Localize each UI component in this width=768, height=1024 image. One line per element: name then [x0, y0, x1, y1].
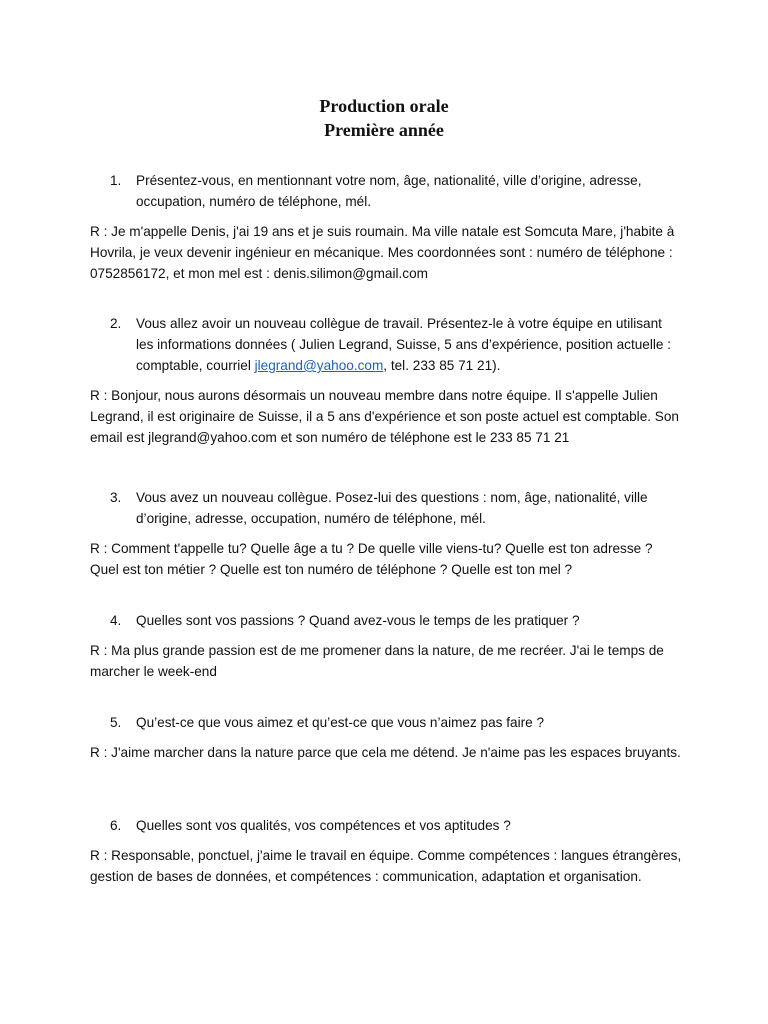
question-2 — [110, 313, 680, 376]
question-text: Qu’est-ce que vous aimez et qu’est-ce que vous n’aimez pas faire ? — [136, 715, 545, 730]
answer-3: R : Comment t'appelle tu? Quelle âge a tu ? De quelle ville viens-tu? Quelle est ton adresse ? Quel est ton métier ? Quelle est ton numéro de téléphone ? Quelle est ton mel ? — [90, 541, 653, 577]
document-title — [0, 94, 768, 142]
answer-5: R : J'aime marcher dans la nature parce que cela me détend. Je n'aime pas les espaces bruyants. — [90, 745, 681, 760]
question-4 — [110, 610, 680, 631]
title-line-1: Production orale — [319, 96, 449, 116]
question-number: 5. — [110, 715, 122, 730]
email-link[interactable]: jlegrand@yahoo.com — [254, 358, 384, 373]
question-1 — [110, 170, 680, 212]
question-number: 1. — [110, 173, 122, 188]
answer-6: R : Responsable, ponctuel, j'aime le travail en équipe. Comme compétences : langues étrangères, gestion de bases de données, et compétences : communication, adaptation et organisation. — [90, 848, 682, 884]
question-5 — [110, 712, 680, 733]
question-number: 3. — [110, 490, 122, 505]
answer-2: R : Bonjour, nous aurons désormais un nouveau membre dans notre équipe. Il s'appelle Julien Legrand, il est originaire de Suisse, il a 5 ans d'expérience et son poste actuel est comptable. Son email est jlegrand@yahoo.com et son numéro de téléphone est le 233 85 71 21 — [90, 388, 679, 445]
question-6 — [110, 815, 680, 836]
answer-4: R : Ma plus grande passion est de me promener dans la nature, de me recréer. J'ai le temps de marcher le week-end — [90, 643, 664, 679]
question-text — [136, 313, 680, 376]
question-3 — [110, 487, 680, 529]
question-text: Quelles sont vos qualités, vos compétences et vos aptitudes ? — [136, 818, 511, 833]
question-text: Vous avez un nouveau collègue. Posez-lui des questions : nom, âge, nationalité, ville d’origine, adresse, occupation, numéro de téléphone, mél. — [136, 490, 648, 526]
question-number: 2. — [110, 316, 122, 331]
question-number: 6. — [110, 818, 122, 833]
question-text-start: Vous allez avoir un nouveau collègue de travail. Présentez-le à votre équipe en utilisant les informations données ( Julien Legrand, Suisse, 5 ans d’expérience, position actuelle : comptable, courriel — [136, 316, 672, 373]
question-text: Quelles sont vos passions ? Quand avez-vous le temps de les pratiquer ? — [136, 613, 580, 628]
title-line-2: Première année — [324, 120, 444, 140]
question-number: 4. — [110, 613, 122, 628]
question-text: Présentez-vous, en mentionnant votre nom, âge, nationalité, ville d’origine, adresse, occupation, numéro de téléphone, mél. — [136, 173, 642, 209]
question-text-end: , tel. 233 85 71 21). — [383, 358, 501, 373]
answer-1: R : Je m'appelle Denis, j'ai 19 ans et je suis roumain. Ma ville natale est Somcuta Mare, j'habite à Hovrila, je veux devenir ingénieur en mécanique. Mes coordonnées sont : numéro de téléphone : 0752856172, et mon mel est : denis.silimon@gmail.com — [90, 224, 675, 281]
